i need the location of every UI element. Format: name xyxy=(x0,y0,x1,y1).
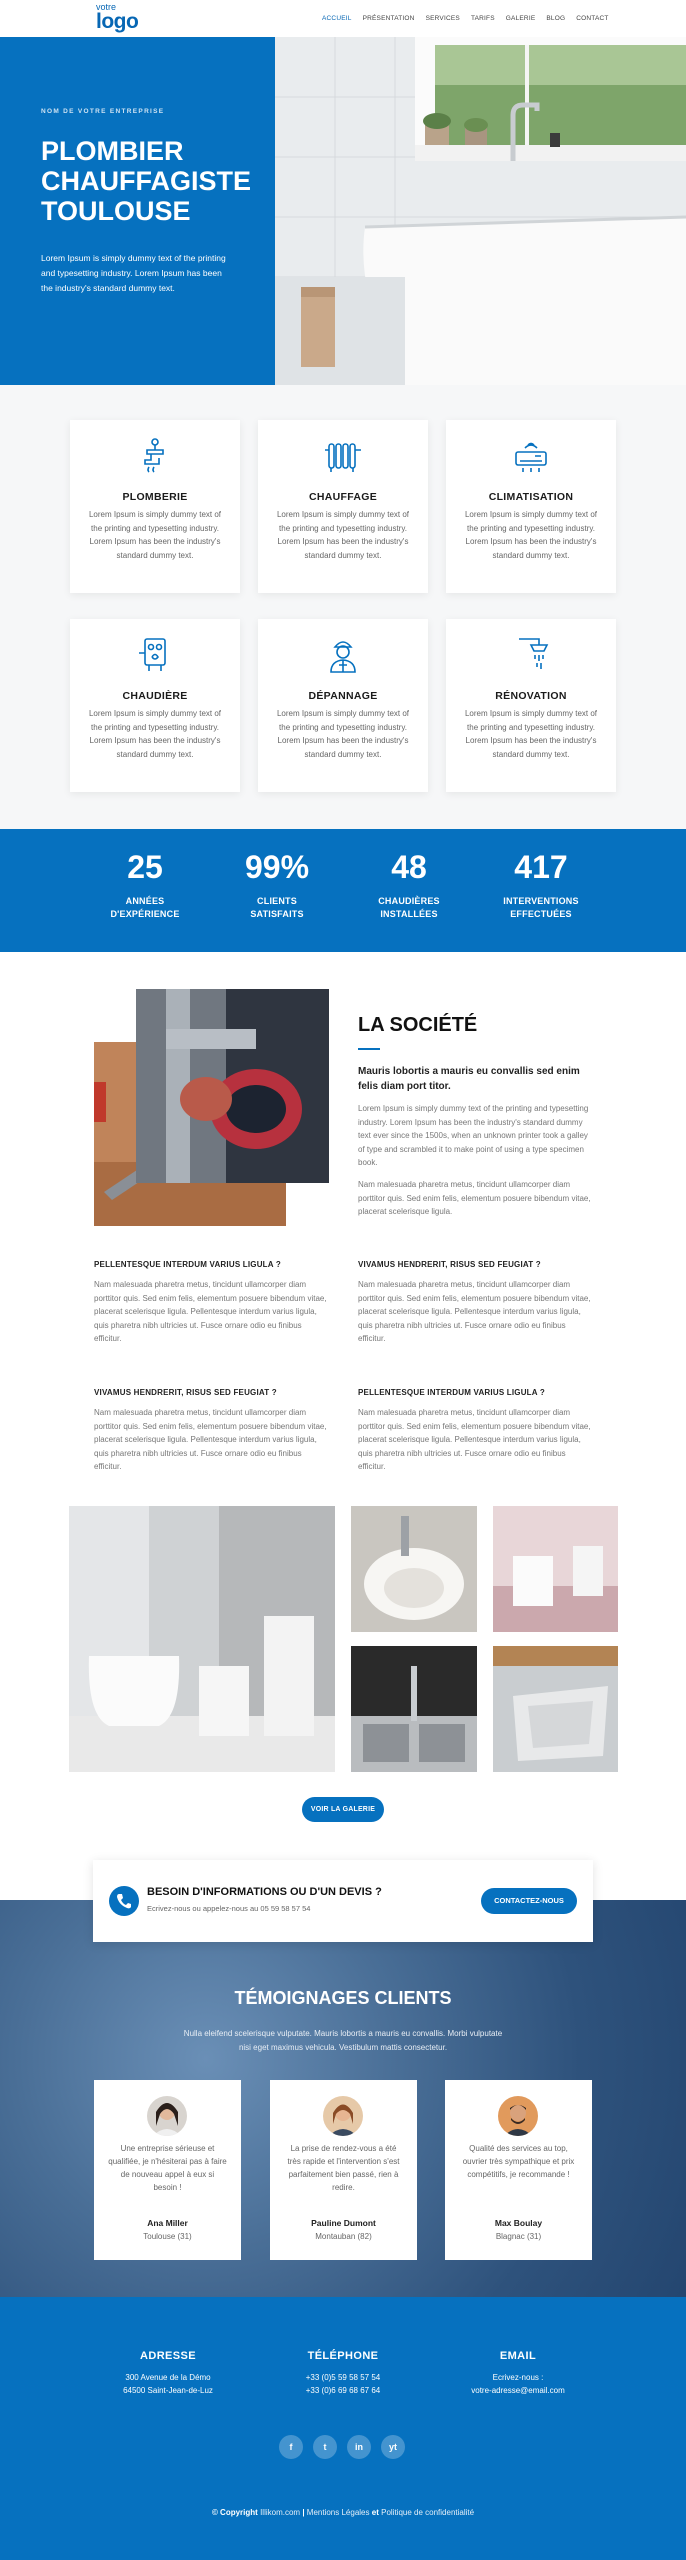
faq-question: VIVAMUS HENDRERIT, RISUS SED FEUGIAT ? xyxy=(94,1388,277,1397)
logo-small-text: votre xyxy=(96,2,117,12)
stat-label: INSTALLÉES xyxy=(380,909,438,919)
title-underline xyxy=(358,1048,380,1050)
testimonial-quote: La prise de rendez-vous a été très rapide et l'intervention s'est parfaitement bien passé, rien à redire. xyxy=(287,2144,400,2192)
nav-tarifs[interactable]: TARIFS xyxy=(470,15,495,22)
testimonial-card xyxy=(445,2080,592,2260)
stat-experience xyxy=(85,849,205,921)
instagram-icon[interactable]: in xyxy=(347,2435,371,2459)
logo[interactable] xyxy=(96,3,156,33)
main-nav xyxy=(322,14,620,23)
copyright-prefix: © Copyright xyxy=(211,2508,258,2517)
copyright-site-link[interactable]: Illikom.com xyxy=(260,2508,301,2517)
hero-bathroom-image xyxy=(275,37,686,385)
societe-paragraph: Nam malesuada pharetra metus, tincidunt ullamcorper diam porttitor quis. Sed enim felis, elementum posuere bibendum vitae, placerat scelerisque ligula. xyxy=(358,1180,591,1216)
gallery-image-sink[interactable] xyxy=(351,1506,477,1632)
service-card-chauffage[interactable] xyxy=(258,420,428,593)
testimonial-quote: Une entreprise sérieuse et qualifiée, je n'hésiterai pas à faire de nouveau appel à eux si besoin ! xyxy=(108,2144,227,2192)
service-card-plomberie[interactable] xyxy=(70,420,240,593)
testimonial-quote: Qualité des services au top, ouvrier très sympathique et prix compétitifs, je recommande ! xyxy=(462,2144,575,2179)
testimonial-city: Toulouse (31) xyxy=(143,2232,192,2241)
stat-number: 25 xyxy=(127,849,163,885)
service-text: Lorem Ipsum is simply dummy text of the printing and typesetting industry. Lorem Ipsum has been the industry's standard dummy text. xyxy=(464,510,598,560)
gallery-button[interactable]: VOIR LA GALERIE xyxy=(302,1797,384,1822)
radiator-icon xyxy=(323,436,363,476)
service-title: CHAUFFAGE xyxy=(308,491,378,503)
footer-heading: EMAIL xyxy=(499,2350,537,2362)
stat-label: D'EXPÉRIENCE xyxy=(110,909,180,919)
legal-link[interactable]: Mentions Légales xyxy=(306,2508,370,2517)
service-title: RÉNOVATION xyxy=(495,690,567,702)
boiler-icon xyxy=(135,635,175,675)
faq-question: PELLENTESQUE INTERDUM VARIUS LIGULA ? xyxy=(358,1388,545,1397)
gallery-image-bathroom[interactable] xyxy=(69,1506,335,1772)
privacy-link[interactable]: Politique de confidentialité xyxy=(381,2508,475,2517)
faq-answer: Nam malesuada pharetra metus, tincidunt ullamcorper diam porttitor quis. Sed enim felis, elementum posuere bibendum vitae, placerat scelerisque ligula. Pellentesque interdum varius ligula, quis pharetra nibh ultricies ut. Fusce ornare odio eu finibus efficitur. xyxy=(94,1408,327,1471)
testimonials-subtitle: Nulla eleifend scelerisque vulputate. Mauris lobortis a mauris eu convallis. Morbi vulputate nisi eget maximus vehicula. Vestibulum mattis consectetur. xyxy=(183,2029,503,2052)
testimonial-city: Montauban (82) xyxy=(315,2232,372,2241)
faq-question: PELLENTESQUE INTERDUM VARIUS LIGULA ? xyxy=(94,1260,281,1269)
twitter-icon[interactable]: t xyxy=(313,2435,337,2459)
service-text: Lorem Ipsum is simply dummy text of the printing and typesetting industry. Lorem Ipsum has been the industry's standard dummy text. xyxy=(464,709,598,759)
gallery-image-toilet[interactable] xyxy=(493,1506,618,1632)
footer-line[interactable]: +33 (0)5 59 58 57 54 xyxy=(305,2373,381,2382)
societe-section xyxy=(0,952,686,1494)
nav-contact[interactable]: CONTACT xyxy=(576,15,609,22)
footer-email xyxy=(438,2350,598,2397)
hero-kicker: NOM DE VOTRE ENTREPRISE xyxy=(41,108,165,115)
stat-interventions xyxy=(481,849,601,921)
devis-title: BESOIN D'INFORMATIONS OU D'UN DEVIS ? xyxy=(147,1886,382,1898)
gallery-image-double-sink[interactable] xyxy=(351,1646,477,1772)
stat-number: 48 xyxy=(391,849,427,885)
testimonial-name: Max Boulay xyxy=(494,2218,543,2228)
devis-banner xyxy=(93,1860,593,1942)
avatar xyxy=(323,2096,363,2136)
nav-blog[interactable]: BLOG xyxy=(546,15,566,22)
faucet-icon xyxy=(135,436,175,476)
hero-text: Lorem Ipsum is simply dummy text of the printing and typesetting industry. Lorem Ipsum has been the industry's standard dummy text. xyxy=(41,253,226,293)
facebook-icon[interactable]: f xyxy=(279,2435,303,2459)
stat-satisfaction xyxy=(217,849,337,921)
service-text: Lorem Ipsum is simply dummy text of the printing and typesetting industry. Lorem Ipsum has been the industry's standard dummy text. xyxy=(276,709,410,759)
footer-heading: TÉLÉPHONE xyxy=(307,2350,379,2362)
gallery-image-basin[interactable] xyxy=(493,1646,618,1772)
service-text: Lorem Ipsum is simply dummy text of the printing and typesetting industry. Lorem Ipsum has been the industry's standard dummy text. xyxy=(276,510,410,560)
testimonials-title: TÉMOIGNAGES CLIENTS xyxy=(234,1988,452,2008)
faq-answer: Nam malesuada pharetra metus, tincidunt ullamcorper diam porttitor quis. Sed enim felis, elementum posuere bibendum vitae, placerat scelerisque ligula. Pellentesque interdum varius ligula, quis pharetra nibh ultricies ut. Fusce ornare odio eu finibus efficitur. xyxy=(94,1280,327,1343)
stat-chaudieres xyxy=(349,849,469,921)
copyright xyxy=(0,2508,686,2517)
nav-services[interactable]: SERVICES xyxy=(425,15,460,22)
footer-email-link[interactable]: votre-adresse@email.com xyxy=(471,2386,565,2395)
contact-button[interactable]: CONTACTEZ-NOUS xyxy=(481,1888,577,1914)
service-card-renovation[interactable] xyxy=(446,619,616,792)
gallery-section xyxy=(0,1494,686,1860)
stat-number: 99% xyxy=(244,849,310,885)
phone-icon xyxy=(109,1886,139,1916)
testimonial-card xyxy=(94,2080,241,2260)
testimonial-name: Ana Miller xyxy=(147,2218,188,2228)
testimonials-section xyxy=(0,1900,686,2297)
stat-label: EFFECTUÉES xyxy=(510,909,572,919)
hero-section xyxy=(0,37,686,385)
hero-title: PLOMBIER CHAUFFAGISTE TOULOUSE xyxy=(41,136,252,226)
stat-label: CHAUDIÈRES xyxy=(378,896,440,906)
service-card-depannage[interactable] xyxy=(258,619,428,792)
hero-panel xyxy=(0,37,275,385)
stats-section xyxy=(0,829,686,952)
nav-accueil[interactable]: ACCUEIL xyxy=(322,15,352,22)
footer-line: Ecrivez-nous : xyxy=(492,2373,544,2382)
footer-line: 64500 Saint-Jean-de-Luz xyxy=(123,2386,213,2395)
stat-number: 417 xyxy=(514,849,568,885)
service-title: CHAUDIÈRE xyxy=(122,690,188,702)
plumber-hands-image xyxy=(136,989,329,1183)
technician-icon xyxy=(323,635,363,675)
footer-line: 300 Avenue de la Démo xyxy=(125,2373,211,2382)
footer-heading: ADRESSE xyxy=(140,2350,196,2362)
avatar xyxy=(147,2096,187,2136)
air-conditioner-icon xyxy=(511,436,551,476)
service-title: PLOMBERIE xyxy=(122,491,188,503)
stat-label: SATISFAITS xyxy=(250,909,304,919)
youtube-icon[interactable]: yt xyxy=(381,2435,405,2459)
footer-phone xyxy=(263,2350,423,2397)
logo-big-text: logo xyxy=(96,10,139,33)
testimonial-city: Blagnac (31) xyxy=(495,2232,542,2241)
societe-title: LA SOCIÉTÉ xyxy=(358,1014,478,1036)
devis-subtitle: Ecrivez-nous ou appelez-nous au 05 59 58 57 54 xyxy=(147,1904,311,1913)
testimonial-card xyxy=(270,2080,417,2260)
testimonial-name: Pauline Dumont xyxy=(311,2218,376,2228)
site-header xyxy=(0,0,686,37)
nav-galerie[interactable]: GALERIE xyxy=(505,15,536,22)
service-title: DÉPANNAGE xyxy=(308,690,378,702)
avatar xyxy=(498,2096,538,2136)
faq-question: VIVAMUS HENDRERIT, RISUS SED FEUGIAT ? xyxy=(358,1260,541,1269)
site-footer xyxy=(0,2297,686,2560)
faq-answer: Nam malesuada pharetra metus, tincidunt ullamcorper diam porttitor quis. Sed enim felis, elementum posuere bibendum vitae, placerat scelerisque ligula. Pellentesque interdum varius ligula, quis pharetra nibh ultricies ut. Fusce ornare odio eu finibus efficitur. xyxy=(358,1408,591,1471)
services-section xyxy=(0,385,686,829)
service-title: CLIMATISATION xyxy=(488,491,574,503)
service-text: Lorem Ipsum is simply dummy text of the printing and typesetting industry. Lorem Ipsum has been the industry's standard dummy text. xyxy=(88,709,222,759)
stat-label: ANNÉES xyxy=(125,896,165,906)
faq-answer: Nam malesuada pharetra metus, tincidunt ullamcorper diam porttitor quis. Sed enim felis, elementum posuere bibendum vitae, placerat scelerisque ligula. Pellentesque interdum varius ligula, quis pharetra nibh ultricies ut. Fusce ornare odio eu finibus efficitur. xyxy=(358,1280,591,1343)
separator: | xyxy=(302,2508,305,2517)
service-card-chaudiere[interactable] xyxy=(70,619,240,792)
nav-presentation[interactable]: PRÉSENTATION xyxy=(362,15,415,22)
service-card-climatisation[interactable] xyxy=(446,420,616,593)
shower-icon xyxy=(511,635,551,675)
conjunction: et xyxy=(371,2508,379,2517)
footer-line[interactable]: +33 (0)6 69 68 67 64 xyxy=(305,2386,381,2395)
stat-label: CLIENTS xyxy=(257,896,297,906)
societe-subtitle: Mauris lobortis a mauris eu convallis sed enim felis diam port titor. xyxy=(358,1066,580,1092)
stat-label: INTERVENTIONS xyxy=(503,896,579,906)
societe-paragraph: Lorem Ipsum is simply dummy text of the printing and typesetting industry. Lorem Ipsum has been the industry's standard dummy text ever since the 1500s, when an unknown printer took a galley of type and scrambled it to make point of using a type specimen book. xyxy=(358,1104,589,1167)
service-text: Lorem Ipsum is simply dummy text of the printing and typesetting industry. Lorem Ipsum has been the industry's standard dummy text. xyxy=(88,510,222,560)
footer-address xyxy=(88,2350,248,2397)
